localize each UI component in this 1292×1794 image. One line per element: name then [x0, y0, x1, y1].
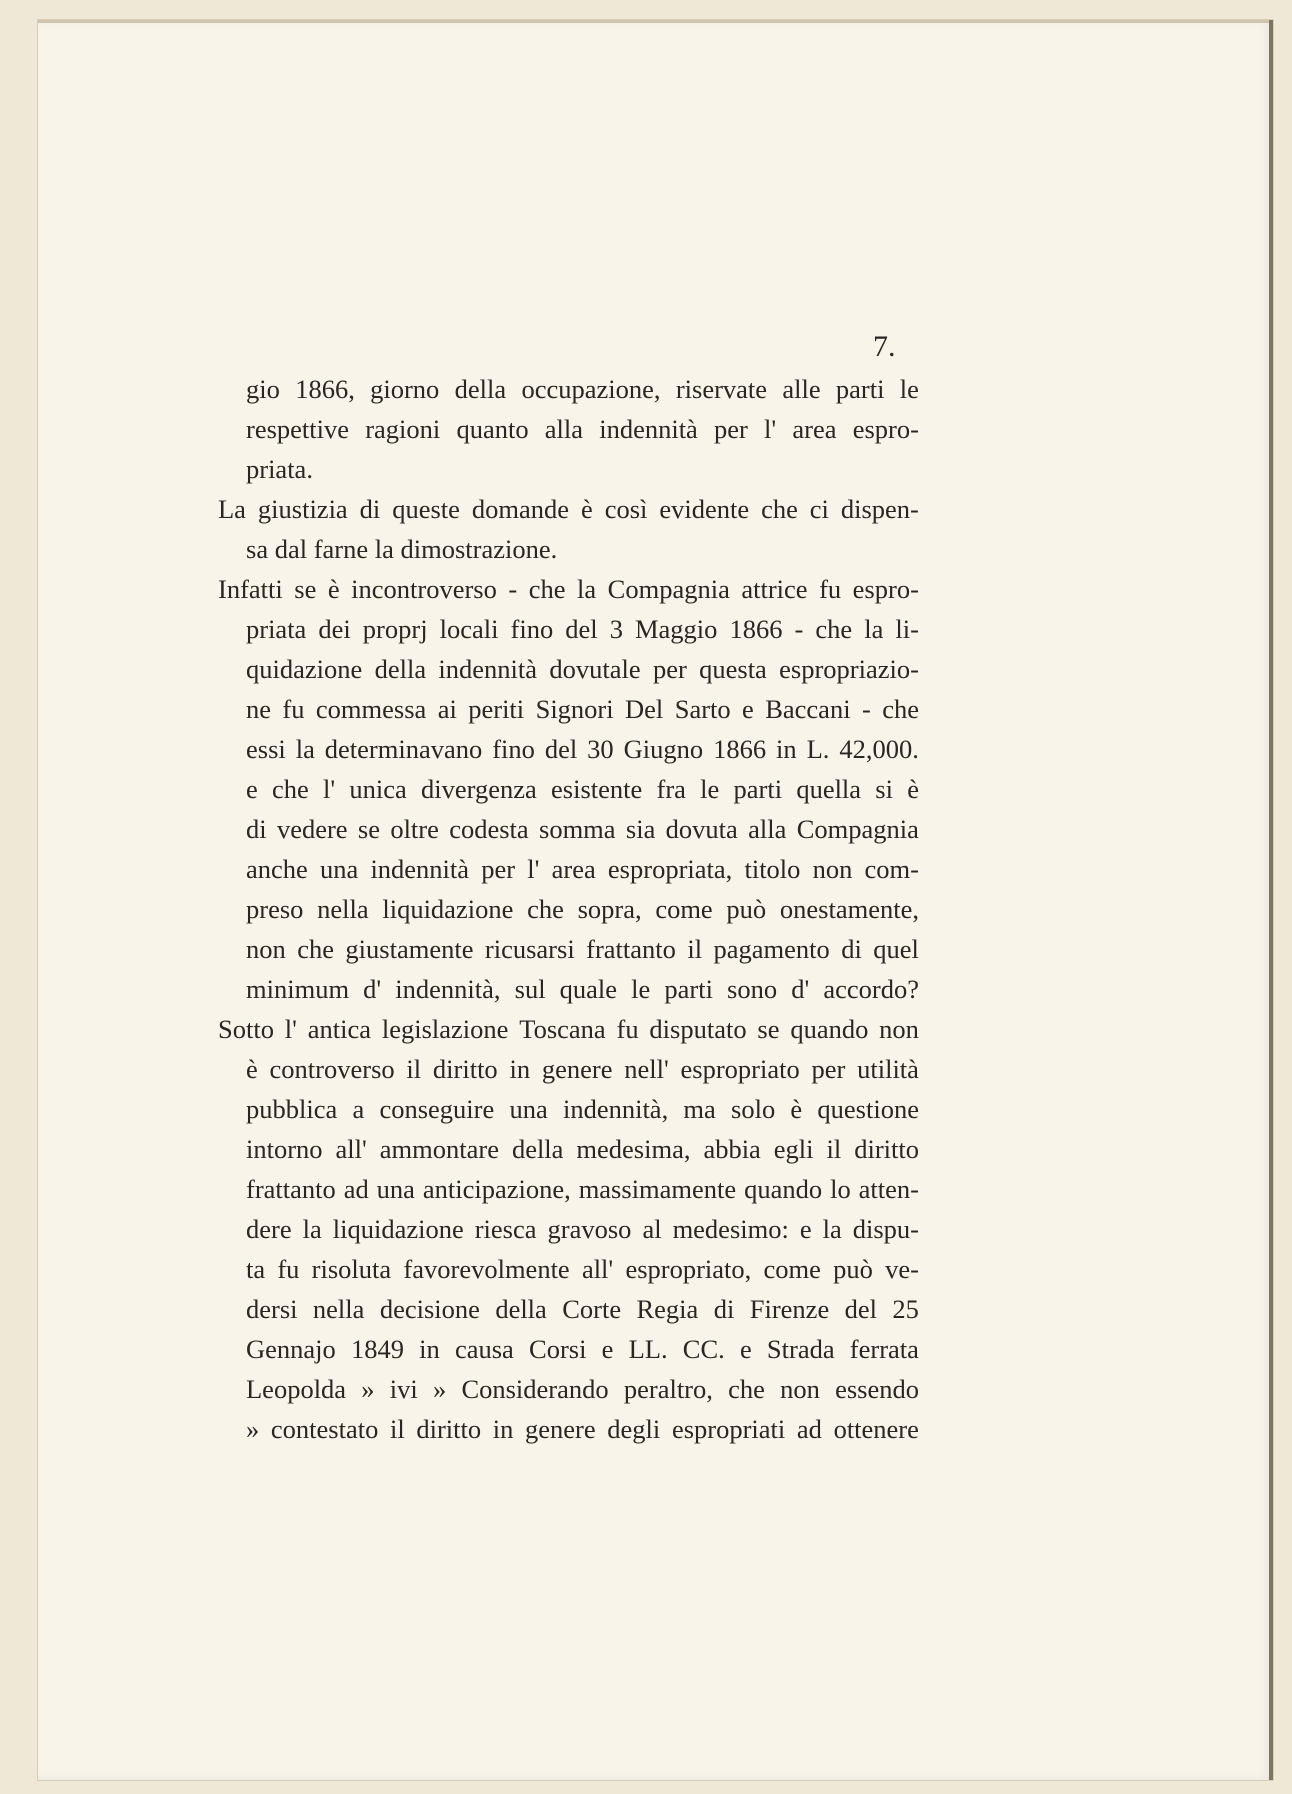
word: Compagnia: [607, 574, 730, 604]
word: 1866: [713, 734, 767, 764]
word: gravoso: [547, 1214, 632, 1244]
word: per: [714, 414, 748, 444]
word: ricusarsi: [484, 934, 575, 964]
word: la: [295, 734, 315, 764]
word: favorevolmente: [403, 1254, 570, 1284]
word: pubblica: [246, 1094, 338, 1124]
word: locali: [439, 614, 499, 644]
word: dovutale: [549, 654, 641, 684]
word: e: [799, 1214, 812, 1244]
word: che: [815, 614, 853, 644]
word: lo: [830, 1174, 851, 1204]
word: dei: [318, 614, 351, 644]
word: sopra,: [577, 894, 642, 924]
word: medesimo:: [672, 1214, 789, 1244]
word: Corte: [562, 1294, 622, 1324]
word: respettive: [246, 414, 350, 444]
word: -: [508, 574, 518, 604]
word: intorno: [246, 1134, 323, 1164]
word: 1866,: [295, 374, 355, 404]
text-line: sa dal farne la dimostrazione.: [246, 534, 558, 564]
word: indennità: [438, 654, 538, 684]
word: diritto: [432, 1054, 498, 1084]
word: domande: [471, 494, 570, 524]
word: di: [246, 814, 267, 844]
word: 30: [587, 734, 614, 764]
word: »: [246, 1414, 260, 1444]
word: legislazione: [381, 1014, 509, 1044]
word: per: [811, 1054, 846, 1084]
word: Leopolda: [246, 1374, 347, 1404]
word: se: [294, 574, 317, 604]
word: somma: [539, 814, 616, 844]
word: 3: [609, 614, 623, 644]
word: Firenze: [749, 1294, 830, 1324]
word: degli: [607, 1414, 661, 1444]
text-line: [246, 370, 919, 408]
word: alla: [748, 814, 787, 844]
word: genere: [525, 1414, 596, 1444]
word: della: [454, 374, 507, 404]
word: commessa: [315, 694, 427, 724]
text-line: priata.: [246, 454, 313, 484]
word: così: [604, 494, 648, 524]
word: espropriato,: [625, 1254, 752, 1284]
word: LL.: [628, 1334, 668, 1364]
word: sono: [727, 974, 778, 1004]
word: è: [580, 494, 593, 524]
word: 1866: [729, 614, 783, 644]
word: liquidazione: [332, 1214, 464, 1244]
word: nella: [317, 894, 369, 924]
word: parti: [733, 774, 783, 804]
word: le: [631, 974, 651, 1004]
word: disputato: [649, 1014, 747, 1044]
word: fra: [656, 774, 686, 804]
text-line: [246, 410, 919, 448]
word: parti: [835, 374, 885, 404]
text-line: [218, 1010, 919, 1048]
word: la: [864, 614, 884, 644]
text-line: [246, 1170, 919, 1208]
word: utilità: [857, 1054, 919, 1084]
word: fu: [819, 574, 842, 604]
word: in: [776, 734, 797, 764]
word: accordo?: [823, 974, 919, 1004]
word: è: [907, 774, 919, 804]
word: espropriato: [680, 1054, 800, 1084]
word: oltre: [390, 814, 439, 844]
word: alle: [782, 374, 821, 404]
word: esistente: [551, 774, 643, 804]
text-line: [218, 490, 919, 528]
word: nell': [624, 1054, 669, 1084]
word: quando: [790, 1014, 869, 1044]
word: diritto: [416, 1414, 482, 1444]
word: l': [764, 414, 777, 444]
word: è: [246, 1054, 258, 1084]
word: 42,000.: [839, 734, 919, 764]
word: che: [761, 494, 798, 524]
text-line: [246, 1090, 919, 1128]
word: il: [826, 1134, 842, 1164]
word: sia: [625, 814, 656, 844]
word: ad: [796, 1414, 822, 1444]
word: la: [822, 1214, 842, 1244]
word: Sotto: [218, 1014, 274, 1044]
word: frattanto: [246, 1174, 336, 1204]
word: è: [327, 574, 340, 604]
word: Toscana: [519, 1014, 606, 1044]
word: ad: [343, 1174, 369, 1204]
word: decisione: [379, 1294, 480, 1324]
word: per: [652, 654, 687, 684]
word: ottenere: [833, 1414, 919, 1444]
word: conseguire: [379, 1094, 495, 1124]
text-line: [246, 1130, 919, 1168]
word: -: [794, 614, 804, 644]
word: priata: [246, 614, 307, 644]
text-line: [246, 1290, 919, 1328]
word: ferrata: [849, 1334, 919, 1364]
word: atten-: [858, 1174, 919, 1204]
word: peraltro,: [623, 1374, 713, 1404]
word: Compagnia: [796, 814, 919, 844]
word: al: [642, 1214, 662, 1244]
word: Considerando: [461, 1374, 609, 1404]
word: di: [713, 1294, 735, 1324]
word: di: [841, 934, 862, 964]
word: che: [882, 694, 919, 724]
word: espropriati: [671, 1414, 786, 1444]
word: antica: [307, 1014, 372, 1044]
word: quanto: [456, 414, 529, 444]
word: dere: [246, 1214, 292, 1244]
word: espropriata,: [607, 854, 733, 884]
word: ta: [246, 1254, 266, 1284]
word: li-: [895, 614, 919, 644]
word: preso: [246, 894, 304, 924]
word: il: [389, 1414, 405, 1444]
word: questa: [699, 654, 767, 684]
word: quale: [559, 974, 618, 1004]
word: se: [357, 814, 380, 844]
word: quel: [873, 934, 919, 964]
word: CC.: [682, 1334, 725, 1364]
word: »: [361, 1374, 375, 1404]
word: ragioni: [365, 414, 441, 444]
word: che: [297, 934, 334, 964]
word: all': [335, 1134, 367, 1164]
page-right-edge: [1269, 20, 1273, 1780]
word: onestamente,: [779, 894, 919, 924]
word: fino: [510, 614, 554, 644]
word: della: [374, 654, 427, 684]
text-line: [246, 770, 919, 808]
word: riservate: [675, 374, 768, 404]
word: di: [359, 494, 381, 524]
word: area: [792, 414, 837, 444]
word: e: [739, 1334, 752, 1364]
word: essendo: [835, 1374, 919, 1404]
text-line: [246, 890, 919, 928]
word: e: [246, 774, 258, 804]
word: titolo: [744, 854, 801, 884]
word: Regia: [636, 1294, 699, 1324]
word: l': [323, 774, 336, 804]
word: è: [790, 1094, 803, 1124]
word: gio: [246, 374, 280, 404]
word: espro-: [852, 574, 919, 604]
word: ve-: [885, 1254, 919, 1284]
word: le: [700, 774, 720, 804]
word: abbia: [703, 1134, 761, 1164]
word: minimum: [246, 974, 350, 1004]
word: Sarto: [674, 694, 731, 724]
word: incontroverso: [351, 574, 497, 604]
word: medesima,: [576, 1134, 691, 1164]
word: non: [812, 854, 853, 884]
word: dispen-: [840, 494, 919, 524]
word: può: [833, 1254, 873, 1284]
word: come: [655, 894, 713, 924]
word: dersi: [246, 1294, 298, 1324]
word: giustizia: [257, 494, 348, 524]
word: Strada: [766, 1334, 835, 1364]
word: della: [495, 1294, 547, 1324]
text-line: [246, 610, 919, 648]
word: alla: [544, 414, 584, 444]
text-line: [218, 570, 919, 608]
word: all': [581, 1254, 614, 1284]
word: L.: [806, 734, 830, 764]
word: -: [861, 694, 871, 724]
page-top-edge: [38, 20, 1273, 23]
word: e: [601, 1334, 614, 1364]
word: »: [432, 1374, 447, 1404]
text-line: [246, 1250, 919, 1288]
word: Maggio: [634, 614, 718, 644]
word: sul: [514, 974, 546, 1004]
word: ammontare: [379, 1134, 499, 1164]
text-line: [246, 1370, 919, 1408]
word: in: [492, 1414, 514, 1444]
word: vedere: [276, 814, 348, 844]
word: e: [742, 694, 754, 724]
word: ivi: [389, 1374, 418, 1404]
word: controverso: [269, 1054, 395, 1084]
word: divergenza: [421, 774, 537, 804]
word: le: [899, 374, 919, 404]
text-line: [246, 650, 919, 688]
word: che: [272, 774, 309, 804]
word: quella: [796, 774, 862, 804]
word: giorno: [370, 374, 440, 404]
word: queste: [392, 494, 460, 524]
word: in: [419, 1334, 440, 1364]
word: l': [284, 1014, 297, 1044]
word: espro-: [852, 414, 919, 444]
word: periti: [468, 694, 525, 724]
text-line: [246, 1330, 919, 1368]
word: se: [757, 1014, 780, 1044]
word: quidazione: [246, 654, 363, 684]
word: Corsi: [529, 1334, 587, 1364]
word: indennità: [370, 854, 470, 884]
word: in: [509, 1054, 531, 1084]
word: genere: [541, 1054, 613, 1084]
word: d': [791, 974, 810, 1004]
word: parti: [664, 974, 713, 1004]
text-line: [246, 930, 919, 968]
word: il: [687, 934, 703, 964]
word: solo: [731, 1094, 776, 1124]
word: com-: [864, 854, 919, 884]
word: pagamento: [713, 934, 830, 964]
word: la: [302, 1214, 322, 1244]
word: fino: [492, 734, 535, 764]
text-line: [246, 1410, 919, 1448]
word: nella: [312, 1294, 365, 1324]
word: evidente: [659, 494, 750, 524]
word: area: [551, 854, 596, 884]
word: riesca: [474, 1214, 537, 1244]
word: una: [509, 1094, 548, 1124]
text-line: [246, 690, 919, 728]
word: Giugno: [623, 734, 704, 764]
word: ai: [437, 694, 457, 724]
word: che: [728, 1374, 765, 1404]
word: Baccani: [765, 694, 851, 724]
word: determinavano: [324, 734, 483, 764]
word: la: [577, 574, 597, 604]
word: fu: [277, 1254, 300, 1284]
word: proprj: [362, 614, 428, 644]
word: fu: [616, 1014, 639, 1044]
word: che: [528, 574, 566, 604]
word: che: [527, 894, 564, 924]
word: Signori: [535, 694, 614, 724]
word: ci: [809, 494, 829, 524]
word: occupazione,: [521, 374, 661, 404]
word: Del: [625, 694, 664, 724]
word: frattanto: [586, 934, 676, 964]
text-line: [246, 970, 919, 1008]
word: una: [319, 854, 359, 884]
word: del: [844, 1294, 877, 1324]
word: dovuta: [665, 814, 738, 844]
word: non: [780, 1374, 820, 1404]
word: d': [363, 974, 382, 1004]
word: Gennajo: [246, 1334, 336, 1364]
word: si: [875, 774, 893, 804]
word: del: [565, 614, 598, 644]
word: non: [246, 934, 286, 964]
word: anticipazione,: [422, 1174, 571, 1204]
word: unica: [349, 774, 407, 804]
word: ma: [683, 1094, 716, 1124]
word: massimamente: [578, 1174, 737, 1204]
word: questione: [817, 1094, 919, 1124]
word: l': [527, 854, 540, 884]
word: indennità,: [395, 974, 501, 1004]
word: ne: [246, 694, 272, 724]
word: diritto: [854, 1134, 919, 1164]
word: Infatti: [218, 574, 283, 604]
word: essi: [246, 734, 286, 764]
word: quando: [744, 1174, 823, 1204]
word: giustamente: [345, 934, 474, 964]
word: come: [763, 1254, 821, 1284]
text-line: [246, 850, 919, 888]
text-line: [246, 810, 919, 848]
word: liquidazione: [382, 894, 514, 924]
word: indennità: [599, 414, 698, 444]
word: non: [879, 1014, 919, 1044]
text-line: [246, 1050, 919, 1088]
word: causa: [454, 1334, 514, 1364]
word: per: [481, 854, 516, 884]
word: La: [218, 494, 246, 524]
text-line: [246, 1210, 919, 1248]
word: espropriazio-: [779, 654, 919, 684]
word: fu: [282, 694, 305, 724]
word: 25: [892, 1294, 919, 1324]
page-number: 7.: [873, 330, 896, 363]
word: indennità,: [562, 1094, 669, 1124]
word: risoluta: [311, 1254, 392, 1284]
word: una: [376, 1174, 415, 1204]
word: il: [406, 1054, 422, 1084]
word: può: [726, 894, 767, 924]
word: a: [352, 1094, 365, 1124]
word: del: [544, 734, 578, 764]
text-line: [246, 730, 919, 768]
word: codesta: [449, 814, 529, 844]
word: 1849: [350, 1334, 404, 1364]
word: dispu-: [852, 1214, 919, 1244]
word: contestato: [270, 1414, 379, 1444]
word: egli: [773, 1134, 814, 1164]
word: anche: [246, 854, 308, 884]
word: della: [511, 1134, 564, 1164]
word: attrice: [741, 574, 808, 604]
